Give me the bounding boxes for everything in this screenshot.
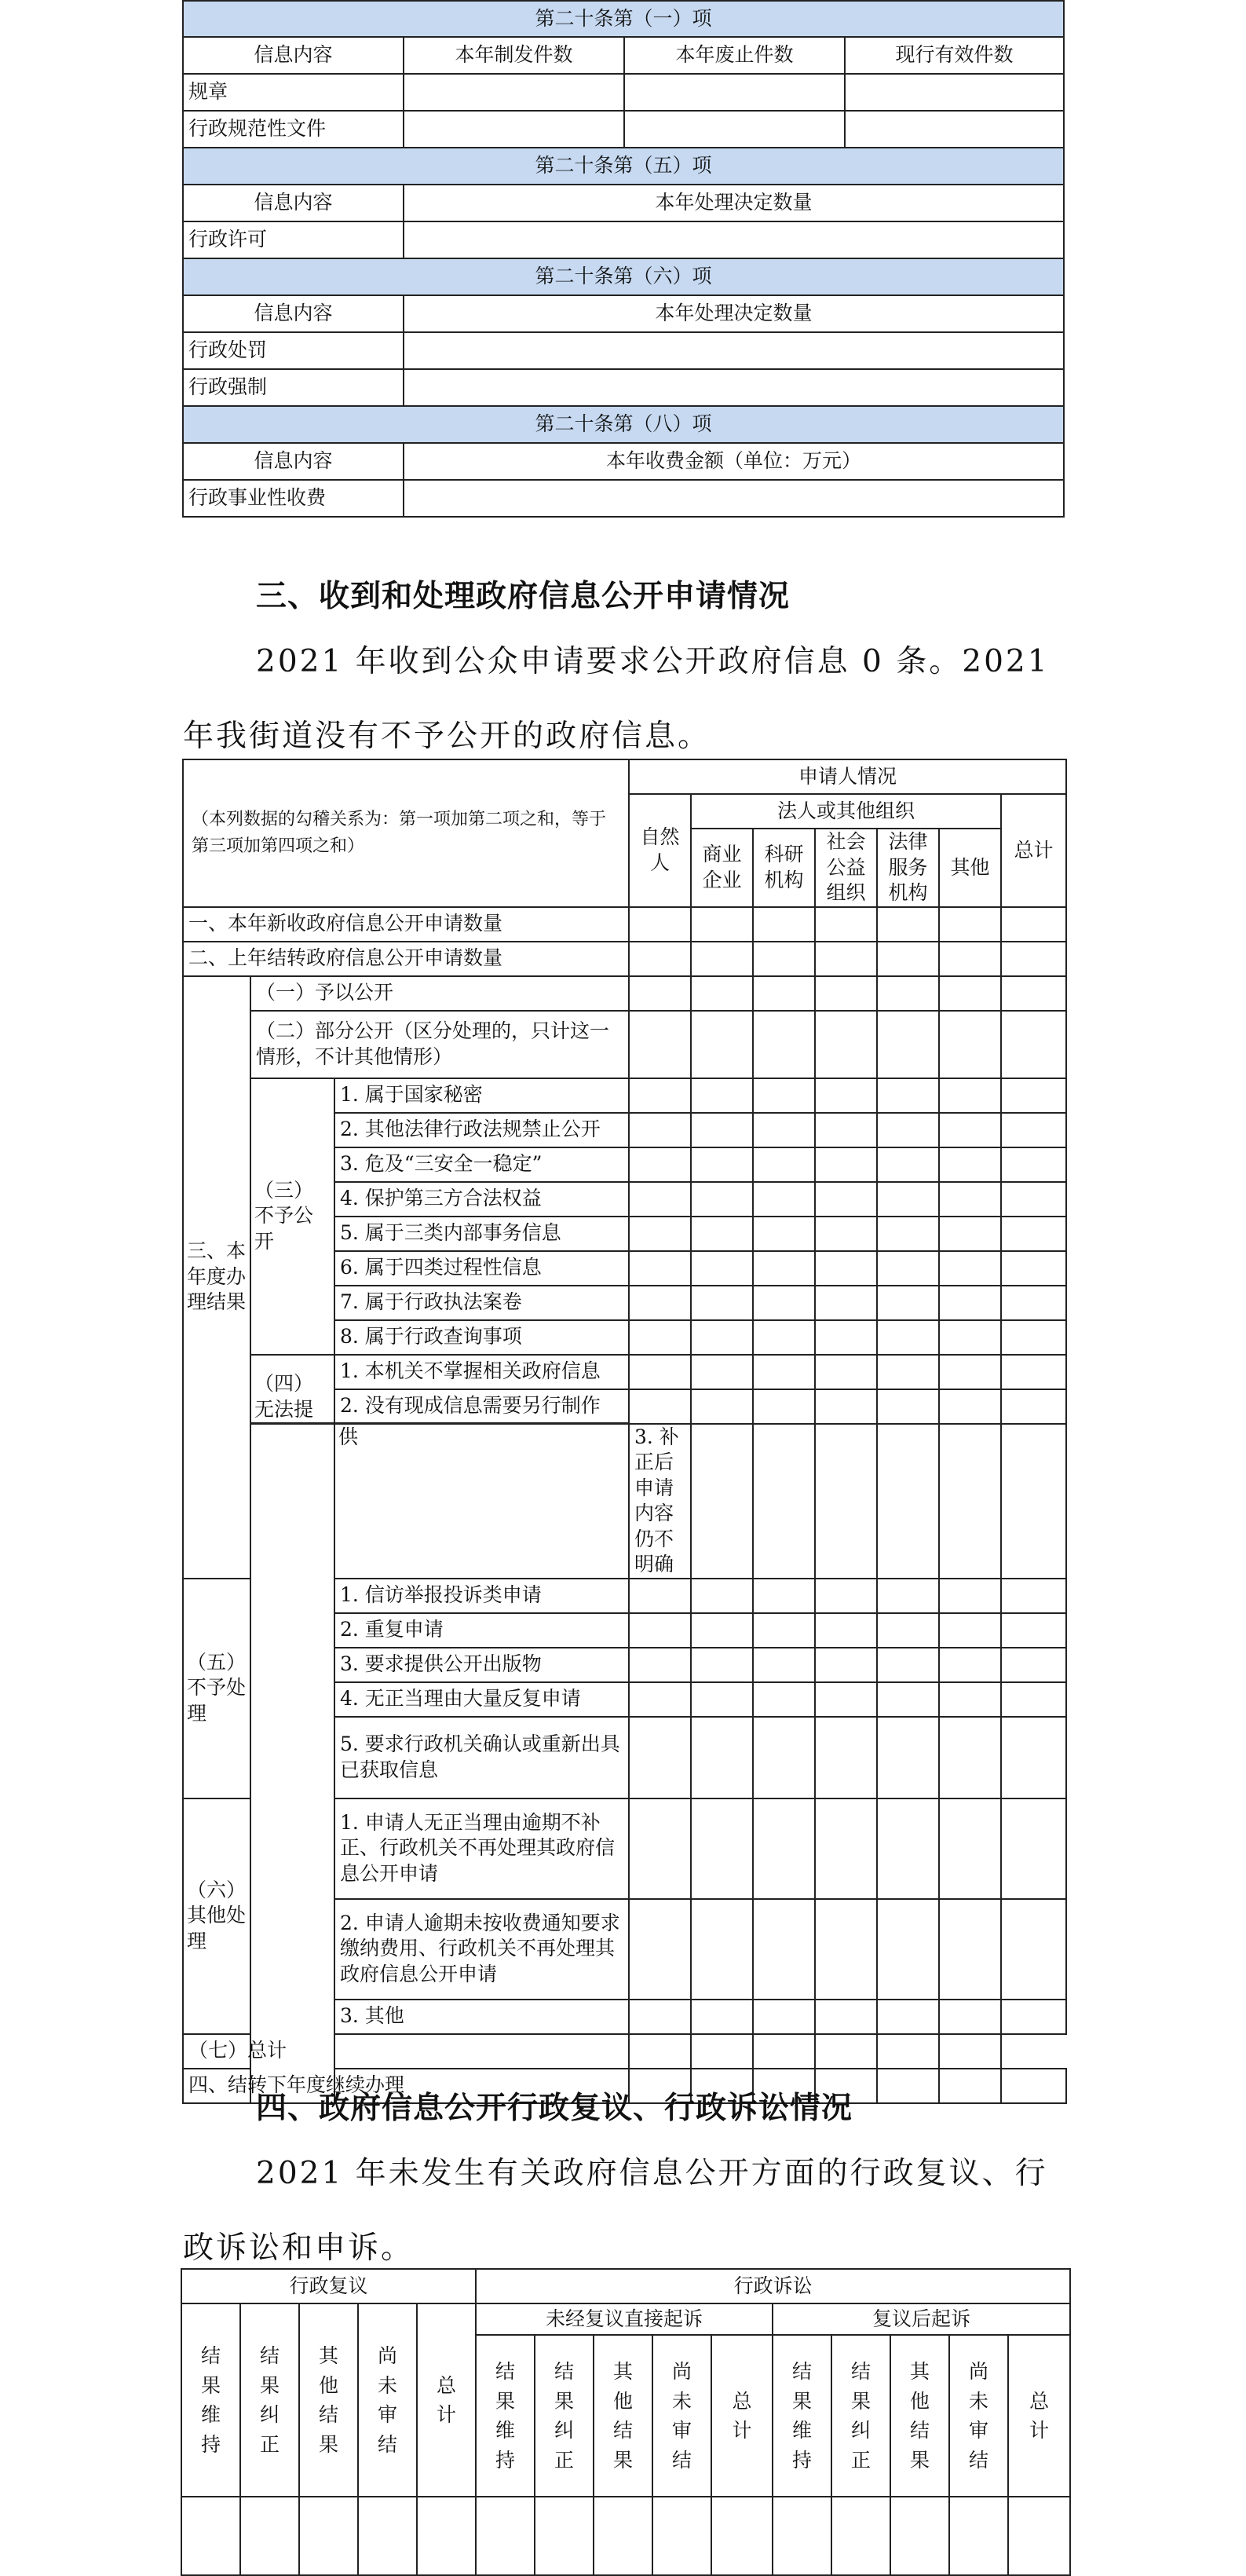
section-title: 第二十条第（一）项 bbox=[183, 1, 1064, 37]
row-label: 3. 要求提供公开出版物 bbox=[334, 1648, 629, 1682]
row-label: （一）予以公开 bbox=[250, 976, 629, 1011]
col-header: 本年废止件数 bbox=[624, 37, 845, 74]
col-header: 本年制发件数 bbox=[404, 37, 624, 74]
org-header: 法人或其他组织 bbox=[691, 794, 1001, 829]
org-type-header: 其他 bbox=[939, 829, 1001, 907]
col-header: 尚 未 审 结 bbox=[358, 2303, 417, 2497]
review-litigation-table bbox=[181, 2268, 1071, 2576]
col-header: 其 他 结 果 bbox=[594, 2335, 652, 2497]
col-header: 信息内容 bbox=[183, 443, 404, 480]
row-label: 3. 其他 bbox=[334, 2000, 629, 2034]
row-label: 1. 属于国家秘密 bbox=[334, 1078, 629, 1113]
litigation-header: 行政诉讼 bbox=[476, 2269, 1070, 2303]
section-paragraph: 2021 年收到公众申请要求公开政府信息 0 条。2021 年我街道没有不予公开的政府信息。 bbox=[183, 644, 1050, 754]
col-header: 结 果 纠 正 bbox=[535, 2335, 594, 2497]
disclosure-table-articles bbox=[182, 0, 1065, 518]
row-label: 行政事业性收费 bbox=[183, 480, 404, 517]
org-type-header: 法律服务机构 bbox=[877, 829, 939, 907]
col-header: 总 计 bbox=[711, 2335, 773, 2497]
row-label: 2. 重复申请 bbox=[334, 1613, 629, 1648]
col-header: 结 果 维 持 bbox=[181, 2303, 240, 2497]
col-header: 信息内容 bbox=[183, 185, 404, 221]
col-header: 其 他 结 果 bbox=[890, 2335, 949, 2497]
row3-5-label: （五）不予处理 bbox=[183, 1579, 250, 1798]
row-label: 3. 补正后申请内容仍不明确 bbox=[629, 1424, 691, 1579]
col-header: 本年处理决定数量 bbox=[404, 295, 1064, 332]
col-header: 总 计 bbox=[1008, 2335, 1070, 2497]
row-label: （二）部分公开（区分处理的，只计这一情形，不计其他情形） bbox=[250, 1011, 629, 1078]
org-type-header: 商业企业 bbox=[691, 829, 753, 907]
row-label: 4. 无正当理由大量反复申请 bbox=[334, 1682, 629, 1717]
row3-4-label: （四）无法提 bbox=[250, 1355, 334, 1424]
direct-litigation-header: 未经复议直接起诉 bbox=[476, 2303, 773, 2335]
review-header: 行政复议 bbox=[181, 2269, 476, 2303]
col-header: 本年处理决定数量 bbox=[404, 185, 1064, 221]
row-label: 规章 bbox=[183, 74, 404, 111]
section-title: 第二十条第（六）项 bbox=[183, 258, 1064, 295]
org-type-header: 科研机构 bbox=[753, 829, 815, 907]
row-label: 行政处罚 bbox=[183, 332, 404, 369]
col-header: 信息内容 bbox=[183, 37, 404, 74]
section-heading: 四、政府信息公开行政复议、行政诉讼情况 bbox=[256, 2091, 853, 2126]
row-label: 1. 申请人无正当理由逾期不补正、行政机关不再处理其政府信息公开申请 bbox=[334, 1798, 629, 1899]
row3-4-label-cont: 供 bbox=[334, 1424, 629, 1579]
row-label: 二、上年结转政府信息公开申请数量 bbox=[183, 942, 629, 976]
row-label: 5. 属于三类内部事务信息 bbox=[334, 1217, 629, 1251]
row-label: 行政规范性文件 bbox=[183, 111, 404, 148]
col-header: 结 果 维 持 bbox=[476, 2335, 535, 2497]
row-label: 1. 信访举报投诉类申请 bbox=[334, 1579, 629, 1613]
section-title: 第二十条第（五）项 bbox=[183, 148, 1064, 185]
section-heading: 三、收到和处理政府信息公开申请情况 bbox=[256, 579, 791, 614]
row-label: 行政许可 bbox=[183, 221, 404, 258]
row-label: 四、结转下年度继续办理 bbox=[183, 2069, 629, 2103]
application-statistics-table bbox=[182, 759, 1067, 2104]
row-label: 2. 没有现成信息需要另行制作 bbox=[334, 1389, 629, 1424]
row-label: 7. 属于行政执法案卷 bbox=[334, 1286, 629, 1320]
col-header: 尚 未 审 结 bbox=[949, 2335, 1008, 2497]
col-header: 信息内容 bbox=[183, 295, 404, 332]
after-review-header: 复议后起诉 bbox=[773, 2303, 1070, 2335]
row-label: 3. 危及“三安全一稳定” bbox=[334, 1147, 629, 1182]
row-label: 8. 属于行政查询事项 bbox=[334, 1320, 629, 1355]
row3-label: 三、本年度办理结果 bbox=[183, 976, 250, 1579]
col-header: 本年收费金额（单位：万元） bbox=[404, 443, 1064, 480]
section-title: 第二十条第（八）项 bbox=[183, 406, 1064, 443]
col-header: 尚 未 审 结 bbox=[652, 2335, 711, 2497]
row3-3-label: （三）不予公开 bbox=[250, 1078, 334, 1355]
row3-6-label: （六）其他处理 bbox=[183, 1798, 250, 2034]
col-header: 其 他 结 果 bbox=[299, 2303, 358, 2497]
col-header: 现行有效件数 bbox=[845, 37, 1064, 74]
col-header: 结 果 纠 正 bbox=[831, 2335, 890, 2497]
table-note: （本列数据的勾稽关系为：第一项加第二项之和，等于第三项加第四项之和） bbox=[183, 759, 629, 907]
natural-person-header: 自然人 bbox=[629, 794, 691, 907]
row-label: 1. 本机关不掌握相关政府信息 bbox=[334, 1355, 629, 1389]
row-label: 一、本年新收政府信息公开申请数量 bbox=[183, 907, 629, 942]
col-header: 结 果 维 持 bbox=[773, 2335, 831, 2497]
section-paragraph: 2021 年未发生有关政府信息公开方面的行政复议、行政诉讼和申诉。 bbox=[183, 2156, 1048, 2266]
col-header: 总 计 bbox=[417, 2303, 476, 2497]
row-label: 2. 申请人逾期未按收费通知要求缴纳费用、行政机关不再处理其政府信息公开申请 bbox=[334, 1899, 629, 2000]
row-label: 行政强制 bbox=[183, 369, 404, 406]
row-label: 5. 要求行政机关确认或重新出具已获取信息 bbox=[334, 1717, 629, 1798]
col-header: 结 果 纠 正 bbox=[240, 2303, 299, 2497]
total-header: 总计 bbox=[1001, 794, 1066, 907]
org-type-header: 社会公益组织 bbox=[815, 829, 877, 907]
row-label: 4. 保护第三方合法权益 bbox=[334, 1182, 629, 1217]
applicant-header: 申请人情况 bbox=[629, 759, 1066, 794]
row-label: 6. 属于四类过程性信息 bbox=[334, 1251, 629, 1286]
row-label: 2. 其他法律行政法规禁止公开 bbox=[334, 1113, 629, 1147]
row-label: （七）总计 bbox=[183, 2034, 334, 2069]
